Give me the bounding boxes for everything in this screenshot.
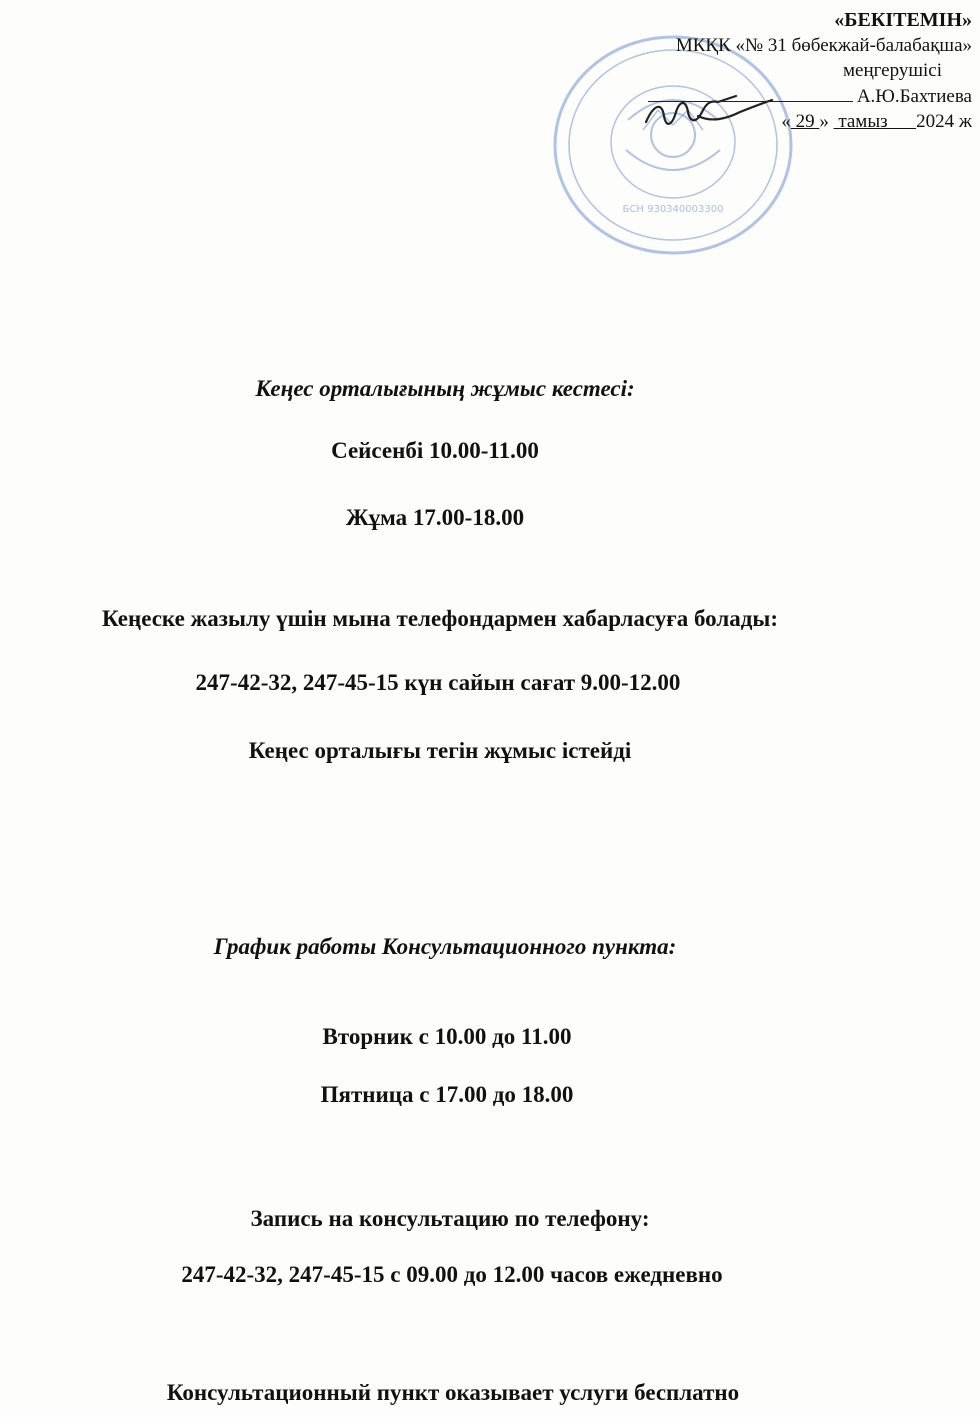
approval-organization: МКҚК «№ 31 бөбекжай-балабақша» <box>675 35 972 56</box>
ru-day-friday: Пятница с 17.00 до 18.00 <box>320 1082 574 1107</box>
signature-blank <box>648 83 853 102</box>
approval-block <box>552 8 972 134</box>
approval-date <box>552 109 972 134</box>
date-open-quote: « <box>781 111 791 132</box>
approval-position: меңгерушісі <box>843 60 942 81</box>
approval-title: «БЕКІТЕМІН» <box>834 9 972 31</box>
ru-phones: 247-42-32, 247-45-15 с 09.00 до 12.00 часов ежедневно <box>181 1262 723 1287</box>
date-year: 2024 ж <box>916 111 972 132</box>
ru-schedule-heading: График работы Консультационного пункта: <box>213 934 677 959</box>
kz-phones: 247-42-32, 247-45-15 күн сайын сағат 9.00-12.00 <box>195 670 681 695</box>
date-day: 29 <box>795 111 815 132</box>
ru-contact-intro: Запись на консультацию по телефону: <box>250 1206 650 1231</box>
kz-day-friday: Жұма 17.00-18.00 <box>345 505 525 530</box>
kz-day-tuesday: Сейсенбі 10.00-11.00 <box>331 438 539 463</box>
kz-free-note: Кеңес орталығы тегін жұмыс істейді <box>248 738 632 763</box>
approval-signatory: А.Ю.Бахтиева <box>856 86 972 107</box>
ru-free-note: Консультационный пункт оказывает услуги бесплатно <box>166 1380 740 1405</box>
kz-contact-intro: Кеңеске жазылу үшін мына телефондармен хабарласуға болады: <box>101 606 779 631</box>
ru-day-tuesday: Вторник с 10.00 до 11.00 <box>322 1024 572 1049</box>
stamp-bin-text: БСН 930340003300 <box>622 204 724 215</box>
date-close-quote: » <box>819 111 829 132</box>
date-month: тамыз <box>838 111 888 132</box>
kz-schedule-heading: Кеңес орталығының жұмыс кестесі: <box>255 376 635 401</box>
approval-signature-line <box>552 83 972 109</box>
